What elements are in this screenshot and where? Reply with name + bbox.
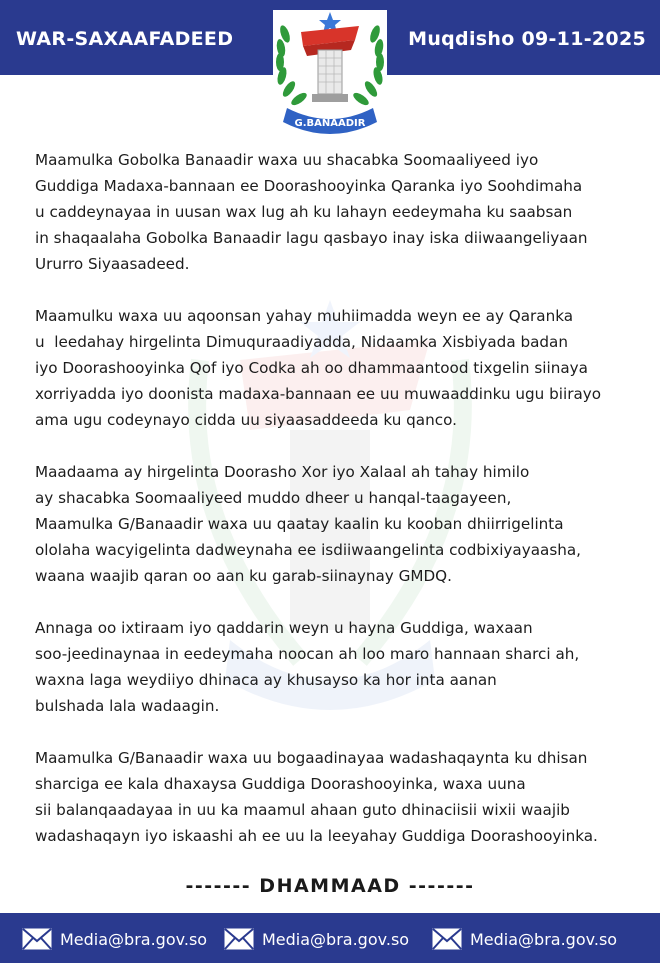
email-link[interactable]: Media@bra.gov.so — [470, 929, 618, 949]
text-line: xorriyadda iyo doonista madaxa-bannaan ee uu muwaaddinku ugu biirayo — [35, 385, 602, 403]
closing-mark: ------- DHAMMAAD ------- — [185, 875, 475, 897]
email-link[interactable]: Media@bra.gov.so — [60, 929, 208, 949]
text-line: Maamulka G/Banaadir waxa uu qaatay kaalin ku kooban dhiirrigelinta — [35, 515, 564, 533]
text-line: wadashaqayn iyo iskaashi ah ee uu la leeyahay Guddiga Doorashooyinka. — [35, 827, 598, 845]
paragraph — [35, 147, 645, 277]
text-line: sharciga ee kala dhaxaysa Guddiga Doorashooyinka, waxa uuna — [35, 775, 526, 793]
logo-caption: G.BANAADIR — [294, 118, 366, 129]
paragraph — [35, 459, 645, 589]
text-line: Maamulku waxa uu aqoonsan yahay muhiimadda weyn ee ay Qaranka — [35, 307, 574, 325]
mail-icon — [22, 928, 52, 950]
text-line: u leedahay hirgelinta Dimuquraadiyadda, Nidaamka Xisbiyada badan — [35, 333, 568, 351]
text-line: ay shacabka Soomaaliyeed muddo dheer u hanqal-taagayeen, — [35, 489, 512, 507]
paragraph — [35, 615, 645, 719]
contact-email[interactable] — [432, 928, 617, 950]
footer-bar — [0, 913, 660, 963]
text-line: waxna laga weydiiyo dhinaca ay khusayso ka hor inta aanan — [35, 671, 497, 689]
statement-body — [35, 147, 645, 875]
paragraph — [35, 745, 645, 849]
press-release-title: WAR-SAXAAFADEED — [16, 28, 234, 50]
text-line: Ururro Siyaasadeed. — [35, 255, 190, 273]
text-line: u caddeynayaa in uusan wax lug ah ku lahayn eedeymaha ku saabsan — [35, 203, 573, 221]
text-line: waana waajib qaran oo aan ku garab-siinaynay GMDQ. — [35, 567, 452, 585]
text-line: soo-jeedinaynaa in eedeymaha noocan ah loo maro hannaan sharci ah, — [35, 645, 580, 663]
contact-email[interactable] — [224, 928, 409, 950]
text-line: Annaga oo ixtiraam iyo qaddarin weyn u hayna Guddiga, waxaan — [35, 619, 533, 637]
contact-email[interactable] — [22, 928, 207, 950]
mail-icon — [432, 928, 462, 950]
text-line: Maamulka Gobolka Banaadir waxa uu shacabka Soomaaliyeed iyo — [35, 151, 539, 169]
location-date: Muqdisho 09-11-2025 — [408, 28, 646, 50]
text-line: ama ugu codeynayo cidda uu siyaasaddeeda ku qanco. — [35, 411, 457, 429]
text-line: Maamulka G/Banaadir waxa uu bogaadinayaa wadashaqaynta ku dhisan — [35, 749, 588, 767]
text-line: ololaha wacyigelinta dadweynaha ee isdiiwaangelinta codbixiyayaasha, — [35, 541, 581, 559]
email-link[interactable]: Media@bra.gov.so — [262, 929, 410, 949]
banadir-logo — [263, 6, 397, 138]
text-line: iyo Doorashooyinka Qof iyo Codka ah oo dhammaantood tixgelin siinaya — [35, 359, 588, 377]
paragraph — [35, 303, 645, 433]
mail-icon — [224, 928, 254, 950]
text-line: bulshada lala wadaagin. — [35, 697, 220, 715]
text-line: sii balanqaadayaa in uu ka maamul ahaan guto dhinaciisii wixii waajib — [35, 801, 570, 819]
text-line: in shaqaalaha Gobolka Banaadir lagu qasbayo inay iska diiwaangeliyaan — [35, 229, 588, 247]
text-line: Maadaama ay hirgelinta Doorasho Xor iyo Xalaal ah tahay himilo — [35, 463, 530, 481]
text-line: Guddiga Madaxa-bannaan ee Doorashooyinka Qaranka iyo Soohdimaha — [35, 177, 583, 195]
